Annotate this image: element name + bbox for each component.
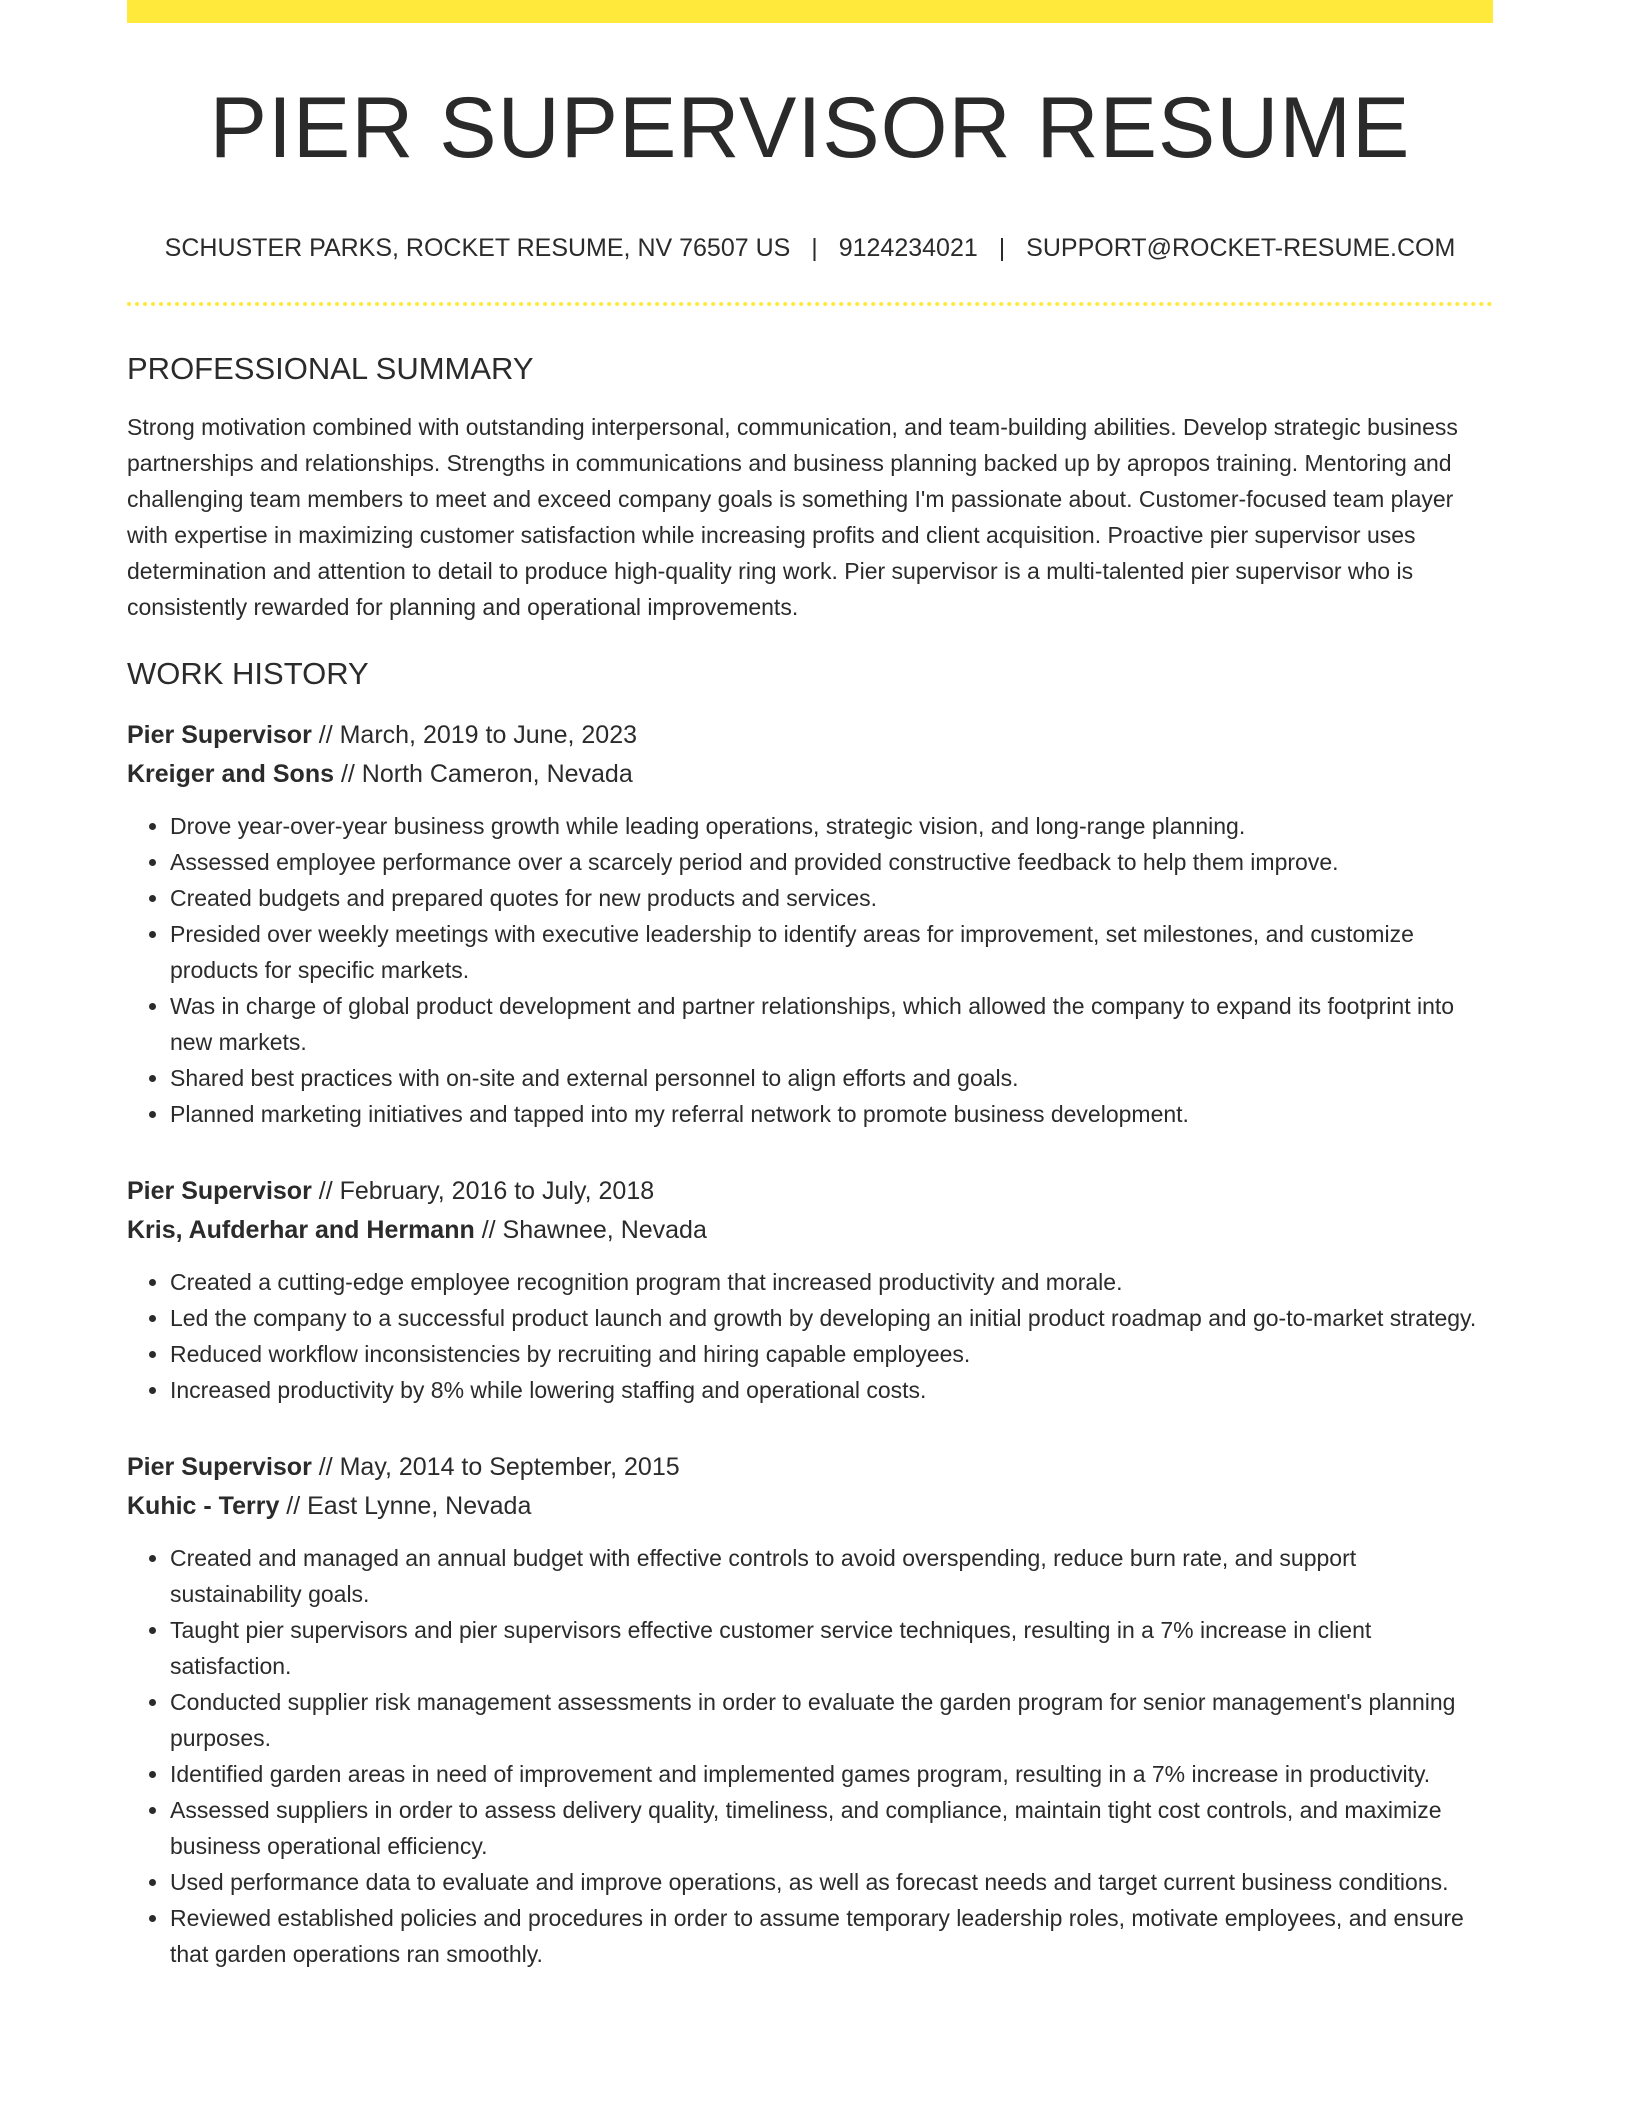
job-title: Pier Supervisor (127, 1177, 312, 1206)
job-bullet: • Assessed employee performance over a scarcely period and provided constructive feedback to help them improve. (170, 844, 1493, 880)
job-company: Kreiger and Sons (127, 760, 334, 789)
job-bullet: • Planned marketing initiatives and tapped into my referral network to promote business development. (170, 1096, 1493, 1132)
job-entry (127, 1448, 1493, 1972)
job-bullet: • Reviewed established policies and procedures in order to assume temporary leadership roles, motivate employees, and ensure that garden operations ran smoothly. (170, 1900, 1493, 1972)
job-bullet: • Conducted supplier risk management assessments in order to evaluate the garden program for senior management's planning purposes. (170, 1684, 1493, 1756)
contact-separator: | (811, 234, 818, 262)
job-entry (127, 716, 1493, 1132)
job-title-line (127, 1172, 1493, 1211)
job-title: Pier Supervisor (127, 1453, 312, 1482)
contact-separator: | (998, 234, 1006, 262)
job-bullet: • Created budgets and prepared quotes for new products and services. (170, 880, 1493, 916)
contact-address: SCHUSTER PARKS, ROCKET RESUME, NV 76507 US (164, 234, 791, 262)
contact-email: SUPPORT@ROCKET-RESUME.COM (1026, 234, 1456, 262)
job-bullet-list (127, 1540, 1493, 1972)
dotted-divider (127, 302, 1493, 306)
page-title: PIER SUPERVISOR RESUME (209, 80, 1411, 176)
job-bullet: • Was in charge of global product development and partner relationships, which allowed the company to expand its footprint into new markets. (170, 988, 1493, 1060)
job-bullet: • Led the company to a successful product launch and growth by developing an initial product roadmap and go-to-market strategy. (170, 1300, 1493, 1336)
job-bullet: • Increased productivity by 8% while lowering staffing and operational costs. (170, 1372, 1493, 1408)
job-company-line (127, 1211, 1493, 1250)
job-title-line (127, 1448, 1493, 1487)
job-bullet: • Created and managed an annual budget with effective controls to avoid overspending, reduce burn rate, and support sustainability goals. (170, 1540, 1493, 1612)
job-bullet: • Assessed suppliers in order to assess delivery quality, timeliness, and compliance, maintain tight cost controls, and maximize business operational efficiency. (170, 1792, 1493, 1864)
job-bullet: • Drove year-over-year business growth while leading operations, strategic vision, and long-range planning. (170, 808, 1493, 844)
job-company: Kuhic - Terry (127, 1492, 280, 1521)
job-company-line (127, 755, 1493, 794)
summary-text: Strong motivation combined with outstanding interpersonal, communication, and team-building abilities. Develop strategic business partnerships and relationships. Strengths in communications and business planning backed up by apropos training. Mentoring and challenging team members to meet and exceed company goals is something I'm passionate about. Customer-focused team player with expertise in maximizing customer satisfaction while increasing profits and client acquisition. Proactive pier supervisor uses determination and attention to detail to produce high-quality ring work. Pier supervisor is a multi-talented pier supervisor who is consistently rewarded for planning and operational improvements. (127, 414, 1458, 621)
job-bullet: • Identified garden areas in need of improvement and implemented games program, resulting in a 7% increase in productivity. (170, 1756, 1493, 1792)
contact-line (127, 233, 1493, 263)
job-title-line (127, 716, 1493, 755)
job-bullet: • Shared best practices with on-site and external personnel to align efforts and goals. (170, 1060, 1493, 1096)
job-company: Kris, Aufderhar and Hermann (127, 1216, 475, 1245)
job-bullet: • Reduced workflow inconsistencies by recruiting and hiring capable employees. (170, 1336, 1493, 1372)
work-history-heading: WORK HISTORY (127, 656, 369, 692)
job-dates: // February, 2016 to July, 2018 (311, 1177, 655, 1206)
job-bullet: • Presided over weekly meetings with executive leadership to identify areas for improvement, set milestones, and customize products for specific markets. (170, 916, 1493, 988)
job-title: Pier Supervisor (127, 721, 312, 750)
accent-top-bar (127, 0, 1493, 23)
contact-phone: 9124234021 (838, 234, 978, 262)
job-bullet: • Created a cutting-edge employee recognition program that increased productivity and morale. (170, 1264, 1493, 1300)
resume-page (127, 0, 1493, 1972)
job-bullet-list (127, 808, 1493, 1132)
job-location: // Shawnee, Nevada (474, 1216, 707, 1245)
job-dates: // May, 2014 to September, 2015 (311, 1453, 680, 1482)
job-bullet: • Taught pier supervisors and pier supervisors effective customer service techniques, resulting in a 7% increase in client satisfaction. (170, 1612, 1493, 1684)
job-bullet: • Used performance data to evaluate and improve operations, as well as forecast needs and target current business conditions. (170, 1864, 1493, 1900)
summary-heading: PROFESSIONAL SUMMARY (127, 351, 534, 386)
job-location: // East Lynne, Nevada (279, 1492, 532, 1521)
job-company-line (127, 1487, 1493, 1526)
job-entry (127, 1172, 1493, 1408)
job-bullet-list (127, 1264, 1493, 1408)
job-location: // North Cameron, Nevada (334, 760, 633, 789)
work-history-list (127, 716, 1493, 1972)
job-dates: // March, 2019 to June, 2023 (311, 721, 638, 750)
